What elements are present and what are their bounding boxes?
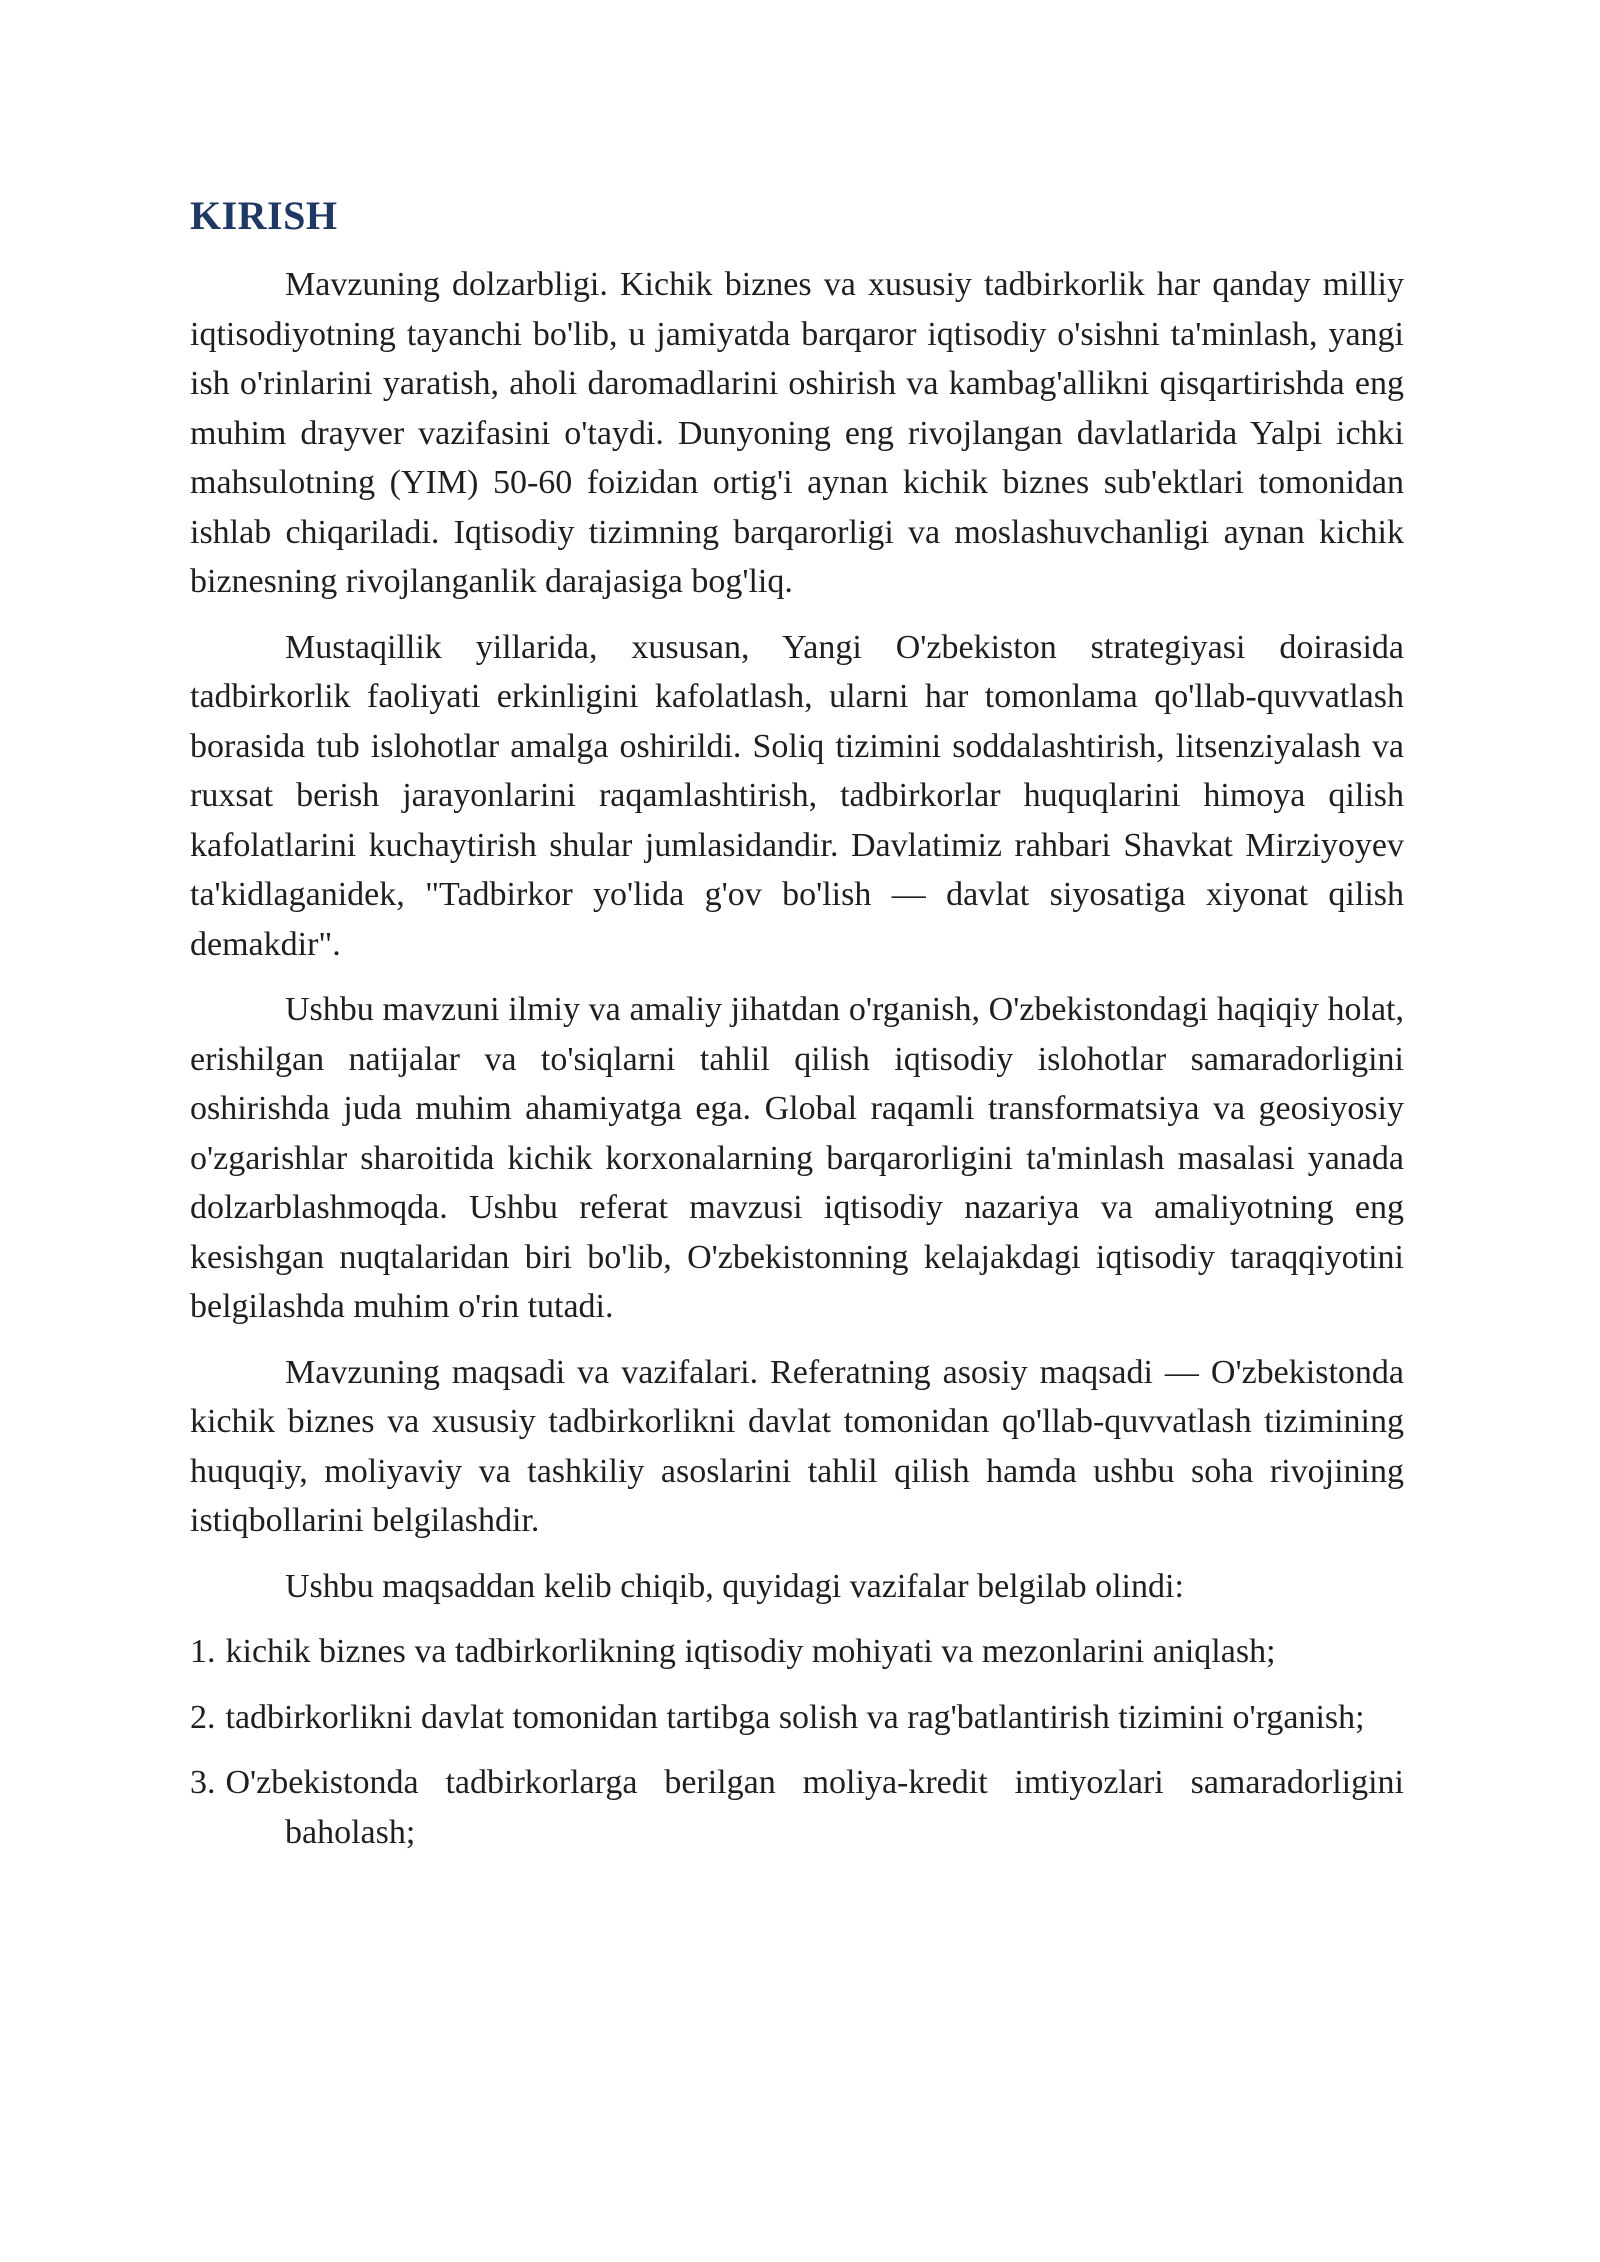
paragraph-study-importance: Ushbu mavzuni ilmiy va amaliy jihatdan o'rganish, O'zbekistondagi haqiqiy holat, erishilgan natijalar va to'siqlarni tahlil qilish iqtisodiy islohotlar samaradorligini oshirishda juda muhim ahamiyatga ega. Global raqamli transformatsiya va geosiyosiy o'zgarishlar sharoitida kichik korxonalarning barqarorligini ta'minlash masalasi yanada dolzarblashmoqda. Ushbu referat mavzusi iqtisodiy nazariya va amaliyotning eng kesishgan nuqtalaridan biri bo'lib, O'zbekistonning kelajakdagi iqtisodiy taraqqiyotini belgilashda muhim o'rin tutadi. bbox=[190, 991, 1404, 1325]
list-item-number: 1. bbox=[190, 1633, 216, 1670]
paragraph-relevance: Mavzuning dolzarbligi. Kichik biznes va xususiy tadbirkorlik har qanday milliy iqtisodiyotning tayanchi bo'lib, u jamiyatda barqaror iqtisodiy o'sishni ta'minlash, yangi ish o'rinlarini yaratish, aholi daromadlarini oshirish va kambag'allikni qisqartirishda eng muhim drayver vazifasini o'taydi. Dunyoning eng rivojlangan davlatlarida Yalpi ichki mahsulotning (YIM) 50-60 foizidan ortig'i aynan kichik biznes sub'ektlari tomonidan ishlab chiqariladi. Iqtisodiy tizimning barqarorligi va moslashuvchanligi aynan kichik biznesning rivojlanganlik darajasiga bog'liq. bbox=[190, 266, 1404, 600]
paragraph-independence-reforms: Mustaqillik yillarida, xususan, Yangi O'zbekiston strategiyasi doirasida tadbirkorlik faoliyati erkinligini kafolatlash, ularni har tomonlama qo'llab-quvvatlash borasida tub islohotlar amalga oshirildi. Soliq tizimini soddalashtirish, litsenziyalash va ruxsat berish jarayonlarini raqamlashtirish, tadbirkorlar huquqlarini himoya qilish kafolatlarini kuchaytirish shular jumlasidandir. Davlatimiz rahbari Shavkat Mirziyoyev ta'kidlaganidek, "Tadbirkor yo'lida g'ov bo'lish — davlat siyosatiga xiyonat qilish demakdir". bbox=[190, 628, 1404, 963]
paragraph-goal: Mavzuning maqsadi va vazifalari. Referatning asosiy maqsadi — O'zbekistonda kichik biznes va xususiy tadbirkorlikni davlat tomonidan qo'llab-quvvatlash tizimining huquqiy, moliyaviy va tashkiliy asoslarini tahlil qilish hamda ushbu soha rivojining istiqbollarini belgilashdir. bbox=[190, 1353, 1404, 1539]
list-item bbox=[190, 1758, 1404, 1857]
list-item-number: 2. bbox=[190, 1698, 216, 1736]
list-item-text: O'zbekistonda tadbirkorlarga berilgan moliya-kredit imtiyozlari samaradorligini baholash; bbox=[225, 1764, 1404, 1851]
tasks-list bbox=[190, 1627, 1404, 1857]
paragraph-tasks-intro: Ushbu maqsaddan kelib chiqib, quyidagi vazifalar belgilab olindi: bbox=[285, 1567, 1184, 1605]
section-heading: KIRISH bbox=[190, 193, 338, 238]
list-item bbox=[190, 1693, 1404, 1743]
list-item-text: tadbirkorlikni davlat tomonidan tartibga solish va rag'batlantirish tizimini o'rganish; bbox=[225, 1698, 1365, 1736]
list-item-text: kichik biznes va tadbirkorlikning iqtisodiy mohiyati va mezonlarini aniqlash; bbox=[225, 1633, 1276, 1670]
document-body bbox=[190, 188, 1404, 1873]
list-item bbox=[190, 1627, 1404, 1677]
list-item-number: 3. bbox=[190, 1764, 216, 1801]
